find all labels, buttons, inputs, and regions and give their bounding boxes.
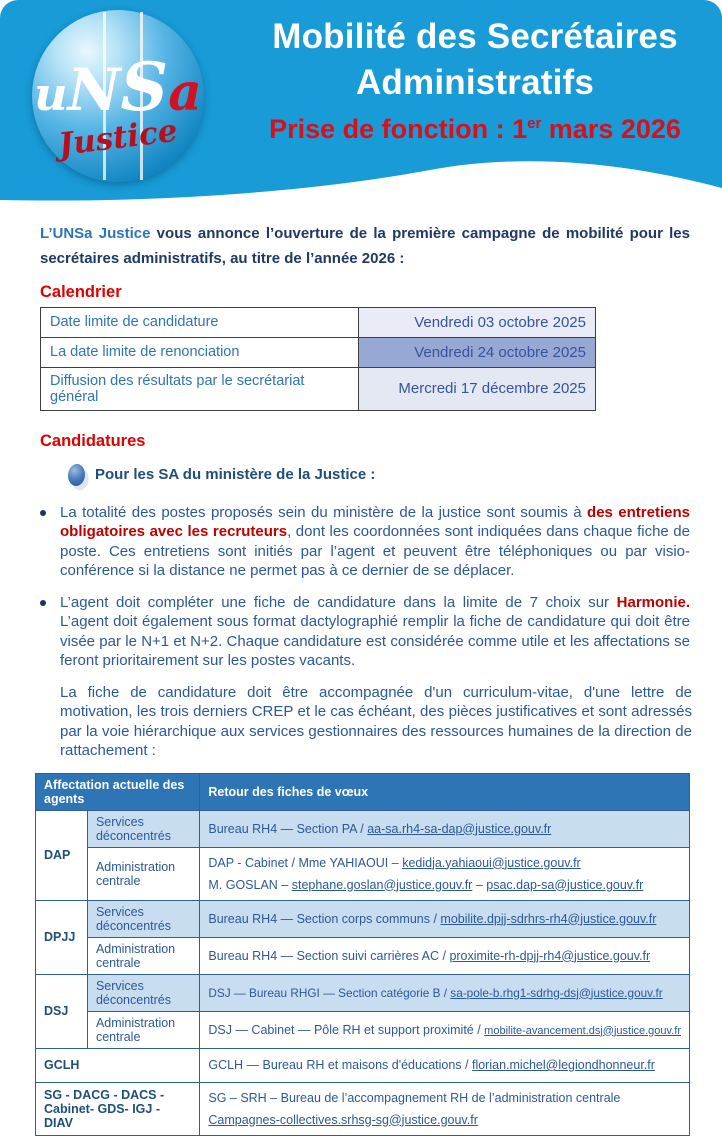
highlight-red-text: Harmonie. (616, 593, 690, 611)
scope-label: Services déconcentrés (87, 810, 199, 847)
header-banner (0, 0, 722, 208)
dot-bullet-icon (40, 600, 46, 606)
table-row-dsj-admin: Administration centrale DSJ — Cabinet — Pôle RH et support proximité / mobilite-avancement.dsj@justice.gouv.fr (36, 1011, 690, 1048)
calendar-value: Vendredi 03 octobre 2025 (359, 307, 596, 337)
list-item: La totalité des postes proposés sein du ministère de la justice sont soumis à des entretiens obligatoires avec les recruteurs, dont les coordonnées sont indiquées dans chaque fiche de poste. Ces entretiens sont initiés par l’agent et peuvent être téléphoniques ou par visio-conférence si la distance ne permet pas à ce dernier de se déplacer. (40, 503, 690, 581)
email-link[interactable]: Campagnes-collectives.srhsg-sg@justice.gouv.fr (208, 1112, 478, 1127)
table-row-dpjj-admin: Administration centrale Bureau RH4 — Section suivi carrières AC / proximite-rh-dpjj-rh4@justice.gouv.fr (36, 937, 690, 974)
intro-lead: L’UNSa Justice (40, 225, 151, 242)
logo-justice-label: Justice (56, 112, 180, 164)
calendar-label: La date limite de renonciation (41, 337, 359, 367)
calendar-value: Mercredi 17 décembre 2025 (359, 367, 596, 410)
attachments-paragraph: La fiche de candidature doit être accompagnée d'un curriculum-vitae, d'une lettre de motivation, les trois derniers CREP et le cas échéant, des pièces justificatives et sont adressés par la voie hiérarchique aux services gestionnaires des ressources humaines de la direction de rattachement : (60, 683, 692, 759)
direction-label: DPJJ (36, 900, 88, 974)
logo-letter: S (120, 48, 169, 126)
table-header-row (36, 773, 690, 810)
calendar-label: Diffusion des résultats par le secrétariat général (41, 367, 359, 410)
scope-label: Administration centrale (87, 1011, 199, 1048)
logo-letter: N (67, 56, 121, 124)
email-link[interactable]: florian.michel@legiondhonneur.fr (471, 1058, 655, 1072)
column-header-affectation: Affectation actuelle des agents (36, 773, 200, 810)
direction-label: DAP (36, 810, 88, 900)
direction-label: SG - DACG - DACS - Cabinet- GDS- IGJ - DIAV (36, 1082, 200, 1135)
email-link[interactable]: psac.dap-sa@justice.gouv.fr (486, 877, 644, 892)
logo-letter: u (34, 67, 68, 121)
scope-label: Administration centrale (87, 937, 199, 974)
section-heading-calendrier: Calendrier (40, 282, 122, 301)
table-row-sg (36, 1082, 690, 1135)
subsection-heading: Pour les SA du ministère de la Justice : (95, 466, 376, 483)
scope-label: Administration centrale (87, 847, 199, 900)
email-link[interactable]: proximite-rh-dpjj-rh4@justice.gouv.fr (449, 948, 651, 963)
intro-paragraph: L’UNSa Justice vous annonce l’ouverture de la première campagne de mobilité pour les secrétaires administratifs, au titre de l’année 2026 : (40, 225, 690, 267)
document-body (0, 208, 722, 1136)
page-title-line2: Administratifs (355, 63, 595, 103)
contact-line: SG – SRH – Bureau de l’accompagnement RH de l’administration centrale (208, 1090, 621, 1105)
list-item: L’agent doit compléter une fiche de candidature dans la limite de 7 choix sur Harmonie. L’agent doit également sous format dactylographié remplir la fiche de candidature qui doit être visée par le N+1 et N+2. Chaque candidature est considérée comme utile et les affectations se feront prioritairement sur les postes vacants. (40, 593, 690, 671)
email-link[interactable]: stephane.goslan@justice.gouv.fr (291, 877, 473, 892)
email-link[interactable]: sa-pole-b.rhg1-sdrhg-dsj@justice.gouv.fr (450, 985, 663, 1000)
logo-letter: a (168, 62, 202, 123)
column-header-retour: Retour des fiches de vœux (200, 773, 690, 810)
logo-letters (32, 48, 204, 126)
calendar-table (40, 307, 596, 411)
email-link[interactable]: mobilite-avancement.dsj@justice.gouv.fr (484, 1024, 681, 1037)
email-link[interactable]: aa-sa.rh4-sa-dap@justice.gouv.fr (367, 821, 552, 836)
email-link[interactable]: kedidja.yahiaoui@justice.gouv.fr (402, 855, 581, 870)
highlight-red-text: des entretiens obligatoires avec les recruteurs (60, 503, 690, 540)
contact-line: M. GOSLAN – stephane.goslan@justice.gouv.fr – psac.dap-sa@justice.gouv.fr (208, 877, 644, 892)
table-row-dsj-services: DSJ Services déconcentrés DSJ — Bureau RHGI — Section catégorie B / sa-pole-b.rhg1-sdrhg-dsj@justice.gouv.fr (36, 974, 690, 1011)
section-heading-candidatures: Candidatures (40, 431, 146, 450)
scope-label: Services déconcentrés (87, 974, 199, 1011)
contact-line: DAP - Cabinet / Mme YAHIAOUI – kedidja.yahiaoui@justice.gouv.fr (208, 855, 581, 870)
direction-label: GCLH (36, 1048, 200, 1082)
email-link[interactable]: mobilite.dpjj-sdrhrs-rh4@justice.gouv.fr (440, 911, 657, 926)
calendar-value: Vendredi 24 octobre 2025 (359, 337, 596, 367)
page-subtitle: Prise de fonction : 1er mars 2026 (269, 114, 681, 145)
table-row-dap-services: DAP Services déconcentrés Bureau RH4 — Section PA / aa-sa.rh4-sa-dap@justice.gouv.fr (36, 810, 690, 847)
table-row-dap-admin (36, 847, 690, 900)
calendar-label: Date limite de candidature (41, 307, 359, 337)
calendar-row (41, 307, 596, 337)
table-row-dpjj-services: DPJJ Services déconcentrés Bureau RH4 — Section corps communs / mobilite.dpjj-sdrhrs-rh4@justice.gouv.fr (36, 900, 690, 937)
table-row-gclh: GCLH GCLH — Bureau RH et maisons d'éducations / florian.michel@legiondhonneur.fr (36, 1048, 690, 1082)
subsection-row (68, 464, 690, 486)
header-titles (238, 14, 712, 145)
direction-label: DSJ (36, 974, 88, 1048)
calendar-row (41, 337, 596, 367)
contact-line (208, 1109, 681, 1131)
page-title-line1: Mobilité des Secrétaires (272, 17, 678, 56)
directions-table (35, 773, 690, 1136)
blue-oval-bullet-icon (67, 463, 86, 487)
header-wave-decoration (0, 150, 722, 208)
scope-label: Services déconcentrés (87, 900, 199, 937)
dot-bullet-icon (40, 510, 46, 516)
calendar-row (41, 367, 596, 410)
page-title (238, 14, 712, 106)
bullet-list (40, 503, 690, 671)
